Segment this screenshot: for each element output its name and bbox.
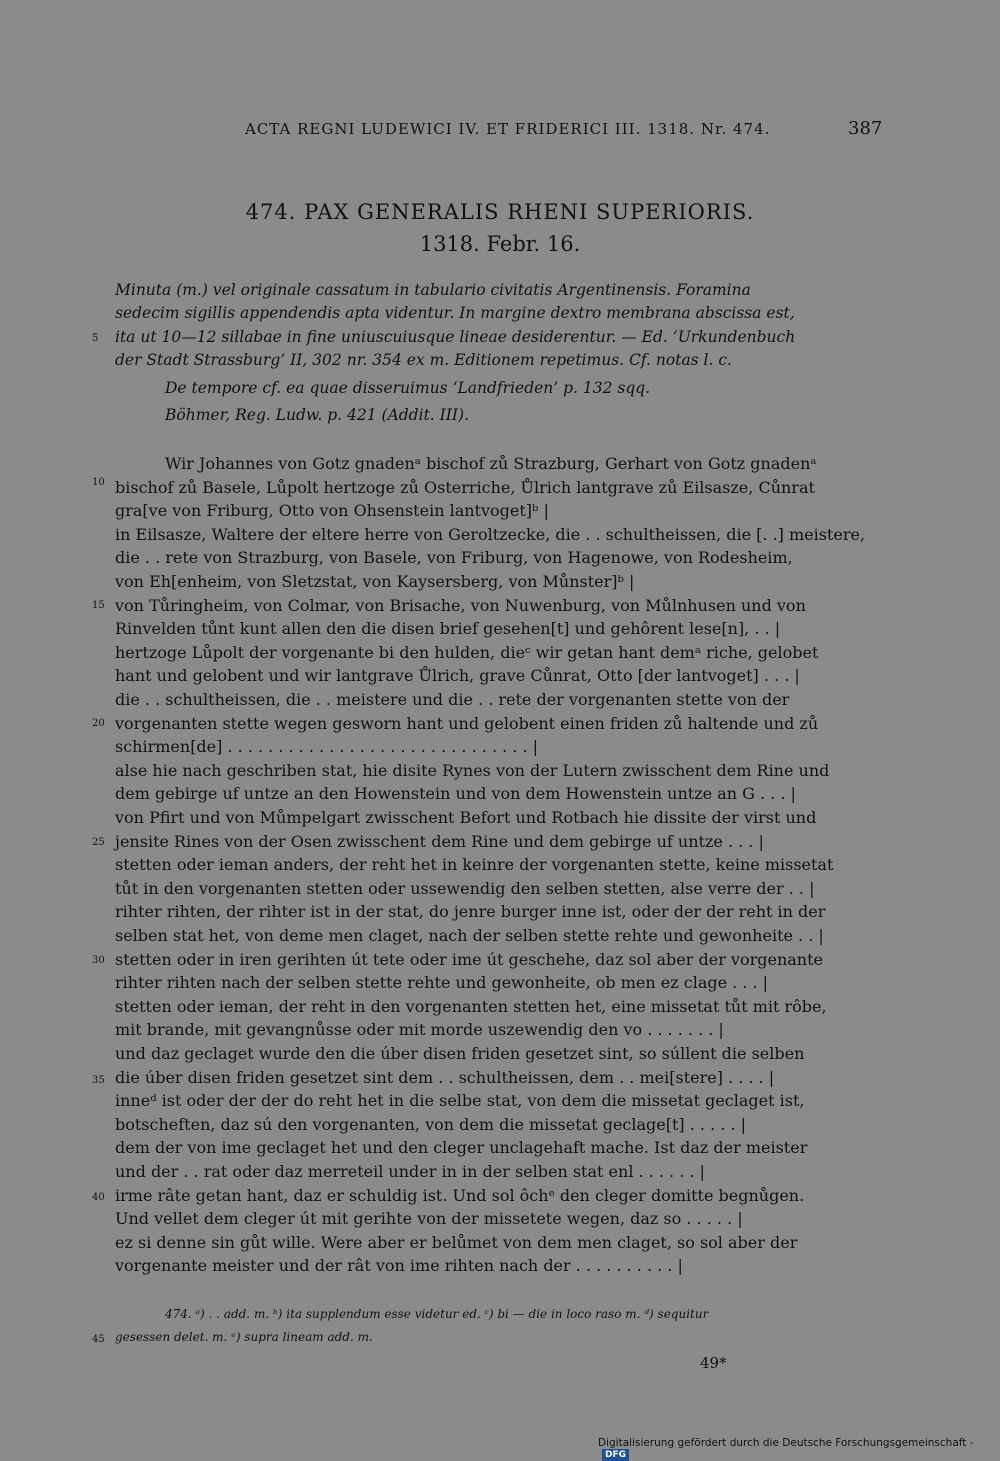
digitization-footer: [598, 1437, 1000, 1461]
text-line: jensite Rines von der Osen zwisschent dem Rine und dem gebirge uf untze . . . |: [115, 832, 764, 851]
text-line: Und vellet dem cleger út mit gerihte von der missetete wegen, daz so . . . . . |: [115, 1209, 743, 1228]
text-line: alse hie nach geschriben stat, hie disite Rynes von der Lutern zwisschent dem Rine und: [115, 761, 830, 780]
text-line: botscheften, daz sú den vorgenanten, von dem die missetat geclage[t] . . . . . |: [115, 1115, 746, 1134]
text-line: rihter rihten, der rihter ist in der stat, do jenre burger inne ist, oder der der reht in der: [115, 902, 826, 921]
text-line: tůt in den vorgenanten stetten oder ussewendig den selben stetten, alse verre der . . |: [115, 879, 815, 898]
line-number: 5: [92, 333, 99, 344]
text-line: rihter rihten nach der selben stette rehte und gewonheite, ob men ez clage . . . |: [115, 973, 769, 992]
line-number: 20: [92, 718, 105, 729]
intro-line: ita ut 10—12 sillabae in fine uniuscuiusque lineae desiderentur. — Ed. ‘Urkundenbuch: [115, 328, 796, 346]
signature-mark: 49*: [700, 1354, 727, 1372]
text-line: schirmen[de] . . . . . . . . . . . . . . . . . . . . . . . . . . . . . . |: [115, 737, 539, 756]
page-number: 387: [848, 118, 883, 139]
text-line: von Eh[enheim, von Sletzstat, von Kaysersberg, von Můnster]ᵇ |: [115, 572, 635, 591]
intro-line: Minuta (m.) vel originale cassatum in tabulario civitatis Argentinensis. Foramina: [115, 281, 751, 299]
text-line: und daz geclaget wurde den die úber disen friden gesetzet sint, so súllent die selben: [115, 1044, 805, 1063]
text-line: gra[ve von Friburg, Otto von Ohsenstein lantvoget]ᵇ |: [115, 501, 549, 520]
text-line: die . . schultheissen, die . . meistere und die . . rete der vorgenanten stette von der: [115, 690, 790, 709]
line-number: 30: [92, 955, 105, 966]
text-line: selben stat het, von deme men claget, nach der selben stette rehte und gewonheite . . |: [115, 926, 824, 945]
line-number: 40: [92, 1192, 105, 1203]
running-header: ACTA REGNI LUDEWICI IV. ET FRIDERICI III. 1318. Nr. 474.: [245, 120, 771, 138]
text-line: hertzoge Lůpolt der vorgenante bi den hulden, dieᶜ wir getan hant demᵃ riche, gelobet: [115, 643, 819, 662]
dfg-logo: DFG: [602, 1449, 629, 1461]
text-line: irme râte getan hant, daz er schuldig ist. Und sol ôchᵉ den cleger domitte begnůgen.: [115, 1186, 805, 1205]
footer-text: Digitalisierung gefördert durch die Deutsche Forschungsgemeinschaft -: [598, 1437, 974, 1449]
line-number: 35: [92, 1075, 105, 1086]
intro-line: Böhmer, Reg. Ludw. p. 421 (Addit. III).: [165, 406, 469, 424]
text-line: in Eilsasze, Waltere der eltere herre von Geroltzecke, die . . schultheissen, die [. .] meistere,: [115, 525, 866, 544]
text-line: bischof zů Basele, Lůpolt hertzoge zů Osterriche, Ůlrich lantgrave zů Eilsasze, Cůnrat: [115, 478, 815, 497]
line-number: 15: [92, 600, 105, 611]
footnote-line: gesessen delet. m. ᵉ) supra lineam add. m.: [115, 1330, 373, 1344]
text-line: die úber disen friden gesetzet sint dem . . schultheissen, dem . . mei[stere] . . . . |: [115, 1068, 775, 1087]
text-line: die . . rete von Strazburg, von Basele, von Friburg, von Hagenowe, von Rodesheim,: [115, 548, 793, 567]
text-line: stetten oder ieman anders, der reht het in keinre der vorgenanten stette, keine missetat: [115, 855, 834, 874]
intro-line: sedecim sigillis appendendis apta videntur. In margine dextro membrana abscissa est,: [115, 304, 795, 322]
text-line: und der . . rat oder daz merreteil under in in der selben stat enl . . . . . . |: [115, 1162, 705, 1181]
line-number: 25: [92, 837, 105, 848]
line-number: 45: [92, 1334, 105, 1345]
text-line: inneᵈ ist oder der der do reht het in die selbe stat, von dem die missetat geclaget ist,: [115, 1091, 805, 1110]
line-number: 10: [92, 477, 105, 488]
text-line: stetten oder ieman, der reht in den vorgenanten stetten het, eine missetat tůt mit rôbe,: [115, 997, 827, 1016]
text-line: von Tůringheim, von Colmar, von Brisache, von Nuwenburg, von Můlnhusen und von: [115, 596, 806, 615]
intro-line: der Stadt Strassburg’ II, 302 nr. 354 ex m. Editionem repetimus. Cf. notas l. c.: [115, 351, 732, 369]
intro-line: De tempore cf. ea quae disseruimus ‘Landfrieden’ p. 132 sqq.: [165, 379, 651, 397]
text-line: dem der von ime geclaget het und den cleger unclagehaft mache. Ist daz der meister: [115, 1138, 808, 1157]
text-line: vorgenanten stette wegen gesworn hant und gelobent einen friden zů haltende und zů: [115, 714, 819, 733]
text-line: Rinvelden tůnt kunt allen den die disen brief gesehen[t] und gehôrent lese[n], . . |: [115, 619, 781, 638]
document-date: 1318. Febr. 16.: [419, 232, 581, 256]
text-line: ez si denne sin gůt wille. Were aber er belůmet von dem men claget, so sol aber der: [115, 1233, 798, 1252]
text-line: von Pfirt und von Můmpelgart zwisschent Befort und Rotbach hie dissite der virst und: [115, 808, 817, 827]
text-line: mit brande, mit gevangnůsse oder mit morde uszewendig den vo . . . . . . . |: [115, 1020, 724, 1039]
text-line: hant und gelobent und wir lantgrave Ůlrich, grave Cůnrat, Otto [der lantvoget] . . . |: [115, 666, 800, 685]
text-line: dem gebirge uf untze an den Howenstein und von dem Howenstein untze an G . . . |: [115, 784, 796, 803]
text-line: Wir Johannes von Gotz gnadenᵃ bischof zů Strazburg, Gerhart von Gotz gnadenᵃ: [165, 454, 817, 473]
footnote-line: 474. ᵃ) . . add. m. ᵇ) ita supplendum esse videtur ed. ᶜ) bi — die in loco raso m. ᵈ) sequitur: [165, 1307, 709, 1321]
text-line: stetten oder in iren gerihten út tete oder ime út geschehe, daz sol aber der vorgenante: [115, 950, 824, 969]
text-line: vorgenante meister und der rât von ime rihten nach der . . . . . . . . . . |: [115, 1256, 683, 1275]
document-title: 474. PAX GENERALIS RHENI SUPERIORIS.: [245, 200, 755, 224]
